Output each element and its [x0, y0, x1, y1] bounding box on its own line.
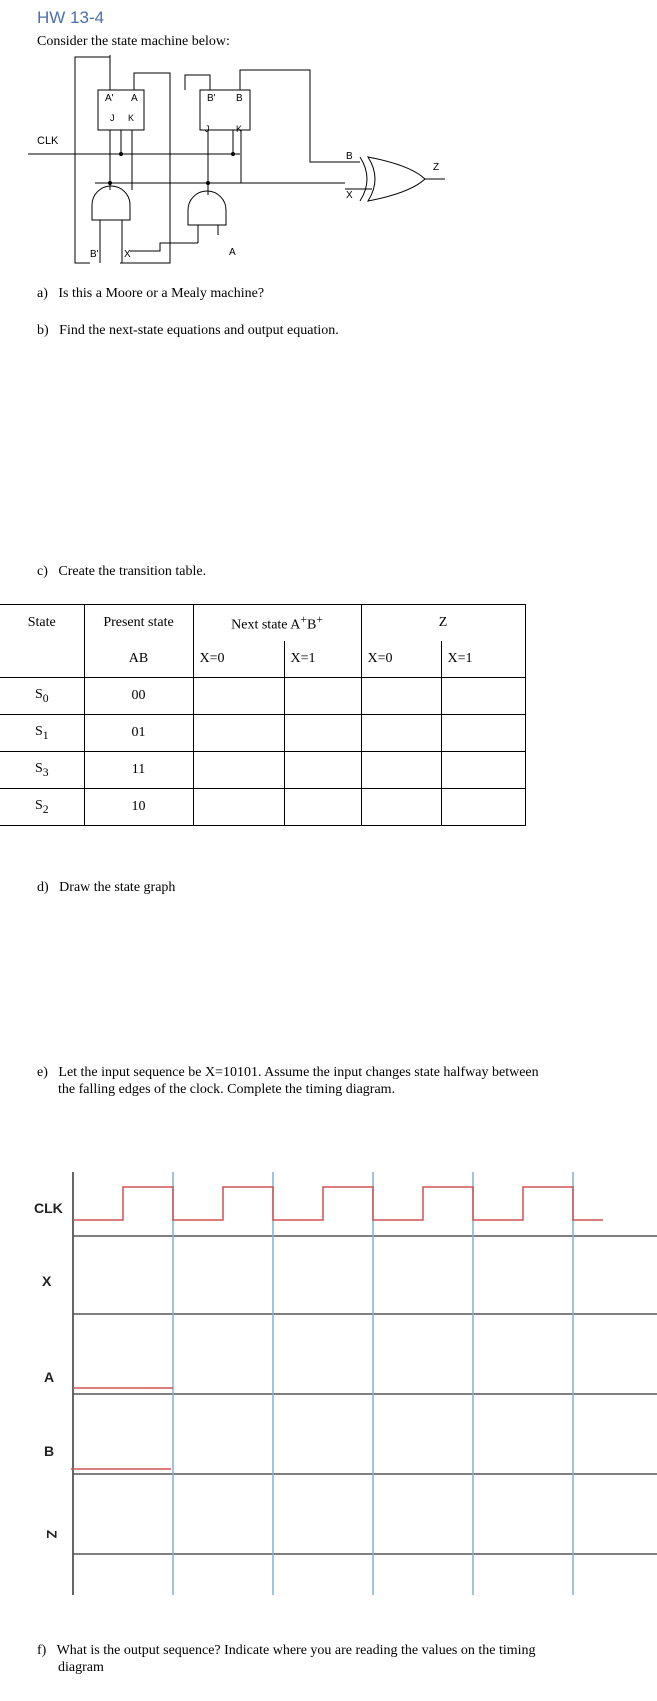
label-xor-b: B	[346, 151, 353, 162]
table-row	[0, 715, 525, 752]
signal-label-a: A	[44, 1369, 55, 1385]
question-c-label: c)	[37, 564, 48, 579]
header-next-b: B	[306, 617, 317, 633]
subheader-z-x1: X=1	[441, 641, 525, 678]
row-present: 01	[84, 715, 193, 752]
header-next-a: Next state A	[231, 617, 301, 633]
clock-waveform	[73, 1187, 603, 1220]
row-state: $S_0$	[0, 678, 84, 715]
z-x1-cell[interactable]	[441, 678, 525, 715]
signal-label-clk: CLK	[34, 1200, 63, 1216]
signal-label-z: Z	[44, 1530, 60, 1539]
question-f-line1: What is the output sequence? Indicate where you are reading the values on the timing	[56, 1643, 536, 1658]
label-jb: J	[205, 124, 210, 134]
label-gate-a: A	[229, 247, 236, 258]
question-d-label: d)	[37, 880, 49, 895]
table-row	[0, 752, 525, 789]
table-row	[0, 789, 525, 826]
z-x1-cell[interactable]	[441, 715, 525, 752]
and-gate-a	[92, 186, 130, 220]
header-next-sup2: +	[316, 612, 323, 626]
header-present: Present state	[84, 605, 193, 642]
transition-table	[0, 604, 526, 826]
next-x0-cell[interactable]	[193, 715, 284, 752]
next-x1-cell[interactable]	[284, 678, 361, 715]
subheader-next-x0: X=0	[193, 641, 284, 678]
label-xor-x: X	[346, 190, 353, 201]
label-b-prime: B'	[207, 93, 216, 104]
label-ka: K	[128, 113, 135, 123]
question-f-label: f)	[37, 1643, 47, 1658]
question-d	[37, 880, 175, 896]
label-a: A	[131, 93, 138, 104]
header-next-sup1: +	[300, 612, 307, 626]
question-b-label: b)	[37, 323, 49, 338]
label-kb: K	[236, 124, 243, 134]
question-e	[37, 1064, 637, 1098]
and-gate-b	[188, 191, 226, 225]
circuit-diagram	[0, 55, 460, 275]
next-x0-cell[interactable]	[193, 678, 284, 715]
next-x1-cell[interactable]	[284, 789, 361, 826]
subheader-ab: AB	[84, 641, 193, 678]
row-present: 00	[84, 678, 193, 715]
row-present: 11	[84, 752, 193, 789]
question-c-text: Create the transition table.	[58, 564, 207, 579]
next-x1-cell[interactable]	[284, 752, 361, 789]
signal-label-x: X	[42, 1273, 52, 1289]
z-x0-cell[interactable]	[361, 715, 441, 752]
row-present: 10	[84, 789, 193, 826]
next-x1-cell[interactable]	[284, 715, 361, 752]
question-e-line1: Let the input sequence be X=10101. Assume the input changes state halfway between	[58, 1065, 539, 1080]
question-d-text: Draw the state graph	[59, 880, 176, 895]
row-state: $S_3$	[0, 752, 84, 789]
xor-gate	[368, 157, 425, 201]
subheader-z-x0: X=0	[361, 641, 441, 678]
timing-diagram	[0, 1160, 657, 1600]
subheader-next-x1: X=1	[284, 641, 361, 678]
header-z: Z	[361, 605, 525, 642]
z-x1-cell[interactable]	[441, 752, 525, 789]
row-state: $S_1$	[0, 715, 84, 752]
intro-text: Consider the state machine below:	[37, 34, 230, 49]
question-a	[37, 286, 264, 302]
label-z: Z	[433, 162, 440, 173]
label-gate-x: X	[124, 249, 131, 260]
signal-label-b: B	[44, 1443, 55, 1459]
row-state: $S_2$	[0, 789, 84, 826]
z-x0-cell[interactable]	[361, 789, 441, 826]
next-x0-cell[interactable]	[193, 752, 284, 789]
question-a-label: a)	[37, 286, 48, 301]
question-f	[37, 1642, 637, 1676]
question-c	[37, 564, 206, 580]
next-x0-cell[interactable]	[193, 789, 284, 826]
label-ja: J	[110, 113, 115, 123]
table-row	[0, 678, 525, 715]
label-gate-bprime: B'	[90, 249, 99, 260]
label-clk: CLK	[37, 135, 59, 147]
question-e-label: e)	[37, 1065, 48, 1080]
question-b	[37, 323, 339, 339]
z-x0-cell[interactable]	[361, 752, 441, 789]
z-x0-cell[interactable]	[361, 678, 441, 715]
header-state: State	[0, 605, 84, 642]
page-title: HW 13-4	[37, 8, 105, 27]
question-a-text: Is this a Moore or a Mealy machine?	[58, 286, 265, 301]
question-b-text: Find the next-state equations and output equation.	[59, 323, 339, 338]
z-x1-cell[interactable]	[441, 789, 525, 826]
header-next	[193, 605, 361, 642]
question-f-line2: diagram	[58, 1660, 104, 1675]
label-b: B	[236, 93, 243, 104]
label-a-prime: A'	[105, 93, 114, 104]
question-e-line2: the falling edges of the clock. Complete the timing diagram.	[58, 1082, 396, 1097]
